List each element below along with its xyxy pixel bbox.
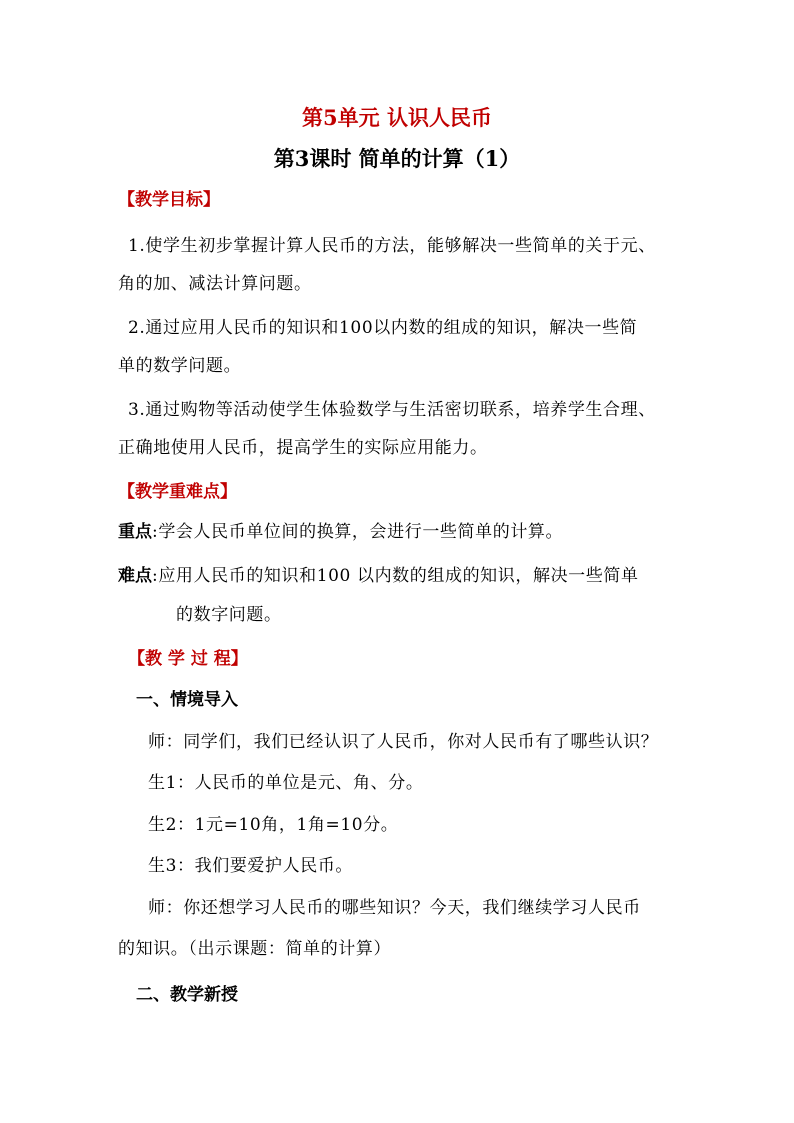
- focus-text: :学会人民币单位间的换算，会进行一些简单的计算。: [152, 522, 564, 542]
- goal-1-line-2: 角的加、减法计算问题。: [118, 274, 312, 294]
- goal-2-line-1: 2.通过应用人民币的知识和100以内数的组成的知识，解决一些简: [128, 318, 638, 338]
- goal-3-line-1: 3.通过购物等活动使学生体验数学与生活密切联系，培养学生合理、: [128, 400, 656, 420]
- dialogue-student-2: 生2：1元=10角，1角=10分。: [148, 815, 399, 835]
- difficulty-line-1: [118, 564, 639, 588]
- dialogue-teacher-1: 师：同学们，我们已经认识了人民币，你对人民币有了哪些认识？: [148, 732, 659, 752]
- dialogue-student-3: 生3：我们要爱护人民币。: [148, 856, 354, 876]
- key-points-heading: 【教学重难点】: [118, 482, 237, 502]
- goals-heading: 【教学目标】: [118, 190, 220, 210]
- lesson-title: 第3课时 简单的计算（1）: [273, 146, 521, 171]
- focus-label: 重点: [118, 522, 152, 542]
- goal-2-line-2: 单的数学问题。: [118, 356, 242, 376]
- unit-title: 第5单元 认识人民币: [302, 105, 492, 130]
- section-heading-situation: 一、情境导入: [136, 690, 238, 710]
- difficulty-line-2: 的数字问题。: [176, 605, 282, 625]
- goal-1-line-1: 1.使学生初步掌握计算人民币的方法，能够解决一些简单的关于元、: [128, 236, 656, 256]
- difficulty-label: 难点: [118, 566, 152, 586]
- difficulty-text: :应用人民币的知识和100 以内数的组成的知识，解决一些简单: [152, 566, 639, 586]
- dialogue-teacher-2-line-1: 师：你还想学习人民币的哪些知识？今天，我们继续学习人民币: [148, 898, 641, 918]
- dialogue-student-1: 生1：人民币的单位是元、角、分。: [148, 773, 424, 793]
- process-heading: 【教 学 过 程】: [128, 649, 248, 669]
- focus-line: [118, 520, 563, 544]
- dialogue-teacher-2-line-2: 的知识。（出示课题：简单的计算）: [118, 939, 392, 959]
- section-heading-new-teaching: 二、教学新授: [136, 985, 238, 1005]
- goal-3-line-2: 正确地使用人民币，提高学生的实际应用能力。: [118, 438, 488, 458]
